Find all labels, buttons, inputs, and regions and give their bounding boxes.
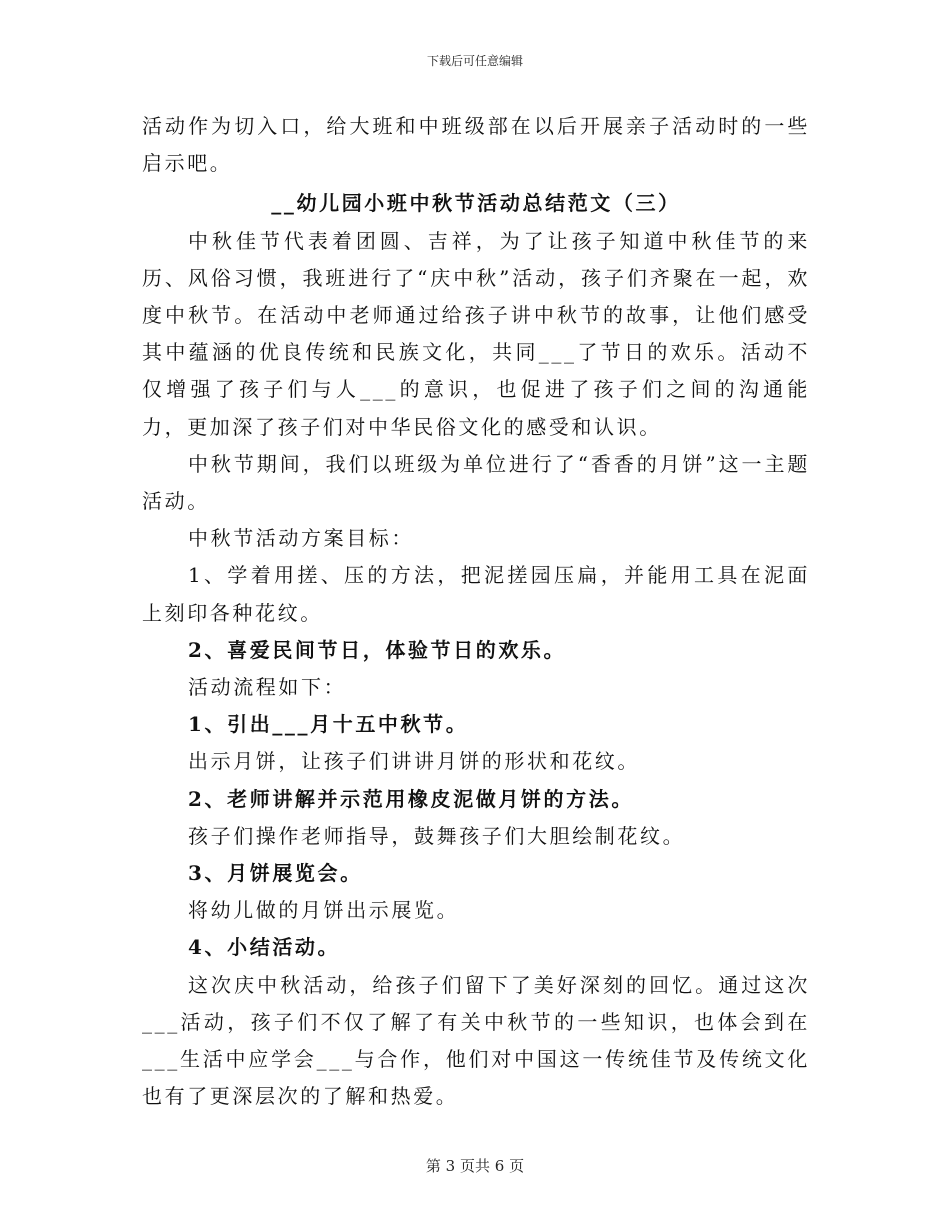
page-footer: 第 3 页共 6 页: [425, 1157, 525, 1175]
goal-item-2: 2、喜爱民间节日，体验节日的欢乐。: [188, 637, 567, 662]
goal-item-1: 1、学着用搓、压的方法，把泥搓园压扁，并能用工具在泥面上刻印各种花纹。: [142, 563, 810, 625]
paragraph-intro: 中秋佳节代表着团圆、吉祥，为了让孩子知道中秋佳节的来历、风俗习惯，我班进行了“庆中秋”活动，孩子们齐聚在一起，欢度中秋节。在活动中老师通过给孩子讲中秋节的故事，让他们感受其中蕴涵的优良传统和民族文化，共同___了节日的欢乐。活动不仅增强了孩子们与人___的意识，也促进了孩子们之间的沟通能力，更加深了孩子们对中华民俗文化的感受和认识。: [142, 228, 810, 439]
paragraph-summary: 这次庆中秋活动，给孩子们留下了美好深刻的回忆。通过这次___活动，孩子们不仅了解了有关中秋节的一些知识，也体会到在___生活中应学会___与合作，他们对中国这一传统佳节及传统文化也有了更深层次的了解和热爱。: [142, 972, 810, 1109]
step-1-heading: 1、引出___月十五中秋节。: [188, 712, 469, 737]
goals-heading: 中秋节活动方案目标：: [188, 526, 414, 551]
step-1-text: 出示月饼，让孩子们讲讲月饼的形状和花纹。: [188, 749, 640, 774]
step-2-heading: 2、老师讲解并示范用橡皮泥做月饼的方法。: [188, 786, 634, 811]
step-4-heading: 4、小结活动。: [188, 935, 341, 960]
process-heading: 活动流程如下：: [188, 675, 347, 700]
step-3-heading: 3、月饼展览会。: [188, 861, 363, 886]
document-body: [142, 108, 810, 1115]
paragraph-continuation: 活动作为切入口，给大班和中班级部在以后开展亲子活动时的一些启示吧。: [142, 114, 810, 176]
paragraph-theme: 中秋节期间，我们以班级为单位进行了“香香的月饼”这一主题活动。: [142, 451, 810, 514]
page-header: 下载后可任意编辑: [426, 54, 523, 68]
step-2-text: 孩子们操作老师指导，鼓舞孩子们大胆绘制花纹。: [188, 823, 686, 848]
section-title: __幼儿园小班中秋节活动总结范文（三）: [271, 191, 681, 216]
step-3-text: 将幼儿做的月饼出示展览。: [188, 898, 460, 923]
